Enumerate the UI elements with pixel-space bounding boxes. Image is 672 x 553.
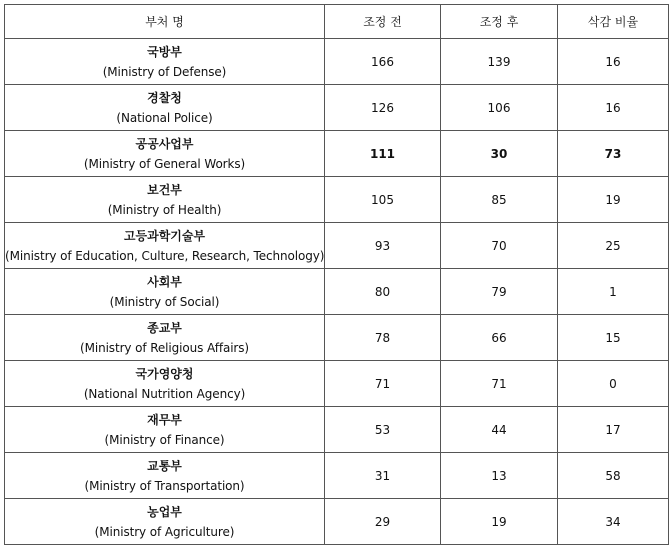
department-cell [5, 407, 325, 453]
cut-ratio-value: 16 [558, 39, 669, 85]
department-cell [5, 131, 325, 177]
department-name-english: (Ministry of Agriculture) [94, 524, 235, 539]
department-name-english: (Ministry of Religious Affairs) [80, 340, 249, 355]
before-value: 126 [325, 85, 441, 131]
table-row [5, 131, 669, 177]
department-name-english: (Ministry of Health) [107, 202, 222, 217]
cut-ratio-value: 1 [558, 269, 669, 315]
cut-ratio-value: 73 [558, 131, 669, 177]
before-value: 105 [325, 177, 441, 223]
header-cut-ratio: 삭감 비율 [558, 5, 669, 39]
after-value: 66 [441, 315, 558, 361]
department-name-english: (Ministry of Finance) [104, 432, 225, 447]
before-value: 53 [325, 407, 441, 453]
after-value: 30 [441, 131, 558, 177]
cut-ratio-value: 17 [558, 407, 669, 453]
department-name-english: (National Nutrition Agency) [83, 386, 246, 401]
before-value: 93 [325, 223, 441, 269]
after-value: 79 [441, 269, 558, 315]
before-value: 29 [325, 499, 441, 545]
table-row [5, 499, 669, 545]
header-department: 부처 명 [5, 5, 325, 39]
department-name-korean: 국가영양청 [135, 366, 194, 381]
department-name-english: (Ministry of Defense) [102, 64, 227, 79]
department-name-english: (Ministry of Transportation) [84, 478, 245, 493]
department-name-korean: 고등과학기술부 [123, 228, 206, 243]
cut-ratio-value: 15 [558, 315, 669, 361]
cut-ratio-value: 16 [558, 85, 669, 131]
department-cell [5, 39, 325, 85]
after-value: 85 [441, 177, 558, 223]
after-value: 139 [441, 39, 558, 85]
table-row [5, 315, 669, 361]
department-name-korean: 사회부 [147, 274, 182, 289]
table-row [5, 453, 669, 499]
department-cell [5, 453, 325, 499]
department-cell [5, 85, 325, 131]
before-value: 80 [325, 269, 441, 315]
department-name-korean: 농업부 [147, 504, 182, 519]
department-name-korean: 종교부 [147, 320, 182, 335]
department-cell [5, 177, 325, 223]
department-name-korean: 보건부 [147, 182, 182, 197]
department-name-korean: 경찰청 [147, 90, 182, 105]
after-value: 71 [441, 361, 558, 407]
before-value: 78 [325, 315, 441, 361]
department-cell [5, 223, 325, 269]
after-value: 44 [441, 407, 558, 453]
cut-ratio-value: 0 [558, 361, 669, 407]
table-row [5, 223, 669, 269]
department-name-korean: 교통부 [147, 458, 182, 473]
department-name-korean: 국방부 [147, 44, 182, 59]
table-row [5, 39, 669, 85]
department-name-korean: 재무부 [147, 412, 182, 427]
department-name-english: (Ministry of Social) [109, 294, 220, 309]
department-name-english: (National Police) [116, 110, 213, 125]
department-cell [5, 499, 325, 545]
cut-ratio-value: 58 [558, 453, 669, 499]
cut-ratio-value: 34 [558, 499, 669, 545]
after-value: 19 [441, 499, 558, 545]
department-cell [5, 361, 325, 407]
before-value: 71 [325, 361, 441, 407]
table-row [5, 85, 669, 131]
table-row [5, 269, 669, 315]
cut-ratio-value: 25 [558, 223, 669, 269]
budget-table [4, 4, 669, 545]
table-row [5, 407, 669, 453]
before-value: 111 [325, 131, 441, 177]
after-value: 106 [441, 85, 558, 131]
department-name-english: (Ministry of Education, Culture, Research, Technology) [5, 248, 325, 263]
before-value: 166 [325, 39, 441, 85]
cut-ratio-value: 19 [558, 177, 669, 223]
department-cell [5, 315, 325, 361]
table-row [5, 177, 669, 223]
after-value: 13 [441, 453, 558, 499]
department-name-english: (Ministry of General Works) [83, 156, 246, 171]
header-row [5, 5, 669, 39]
header-after: 조정 후 [441, 5, 558, 39]
before-value: 31 [325, 453, 441, 499]
after-value: 70 [441, 223, 558, 269]
table-row [5, 361, 669, 407]
department-cell [5, 269, 325, 315]
department-name-korean: 공공사업부 [135, 136, 194, 151]
header-before: 조정 전 [325, 5, 441, 39]
